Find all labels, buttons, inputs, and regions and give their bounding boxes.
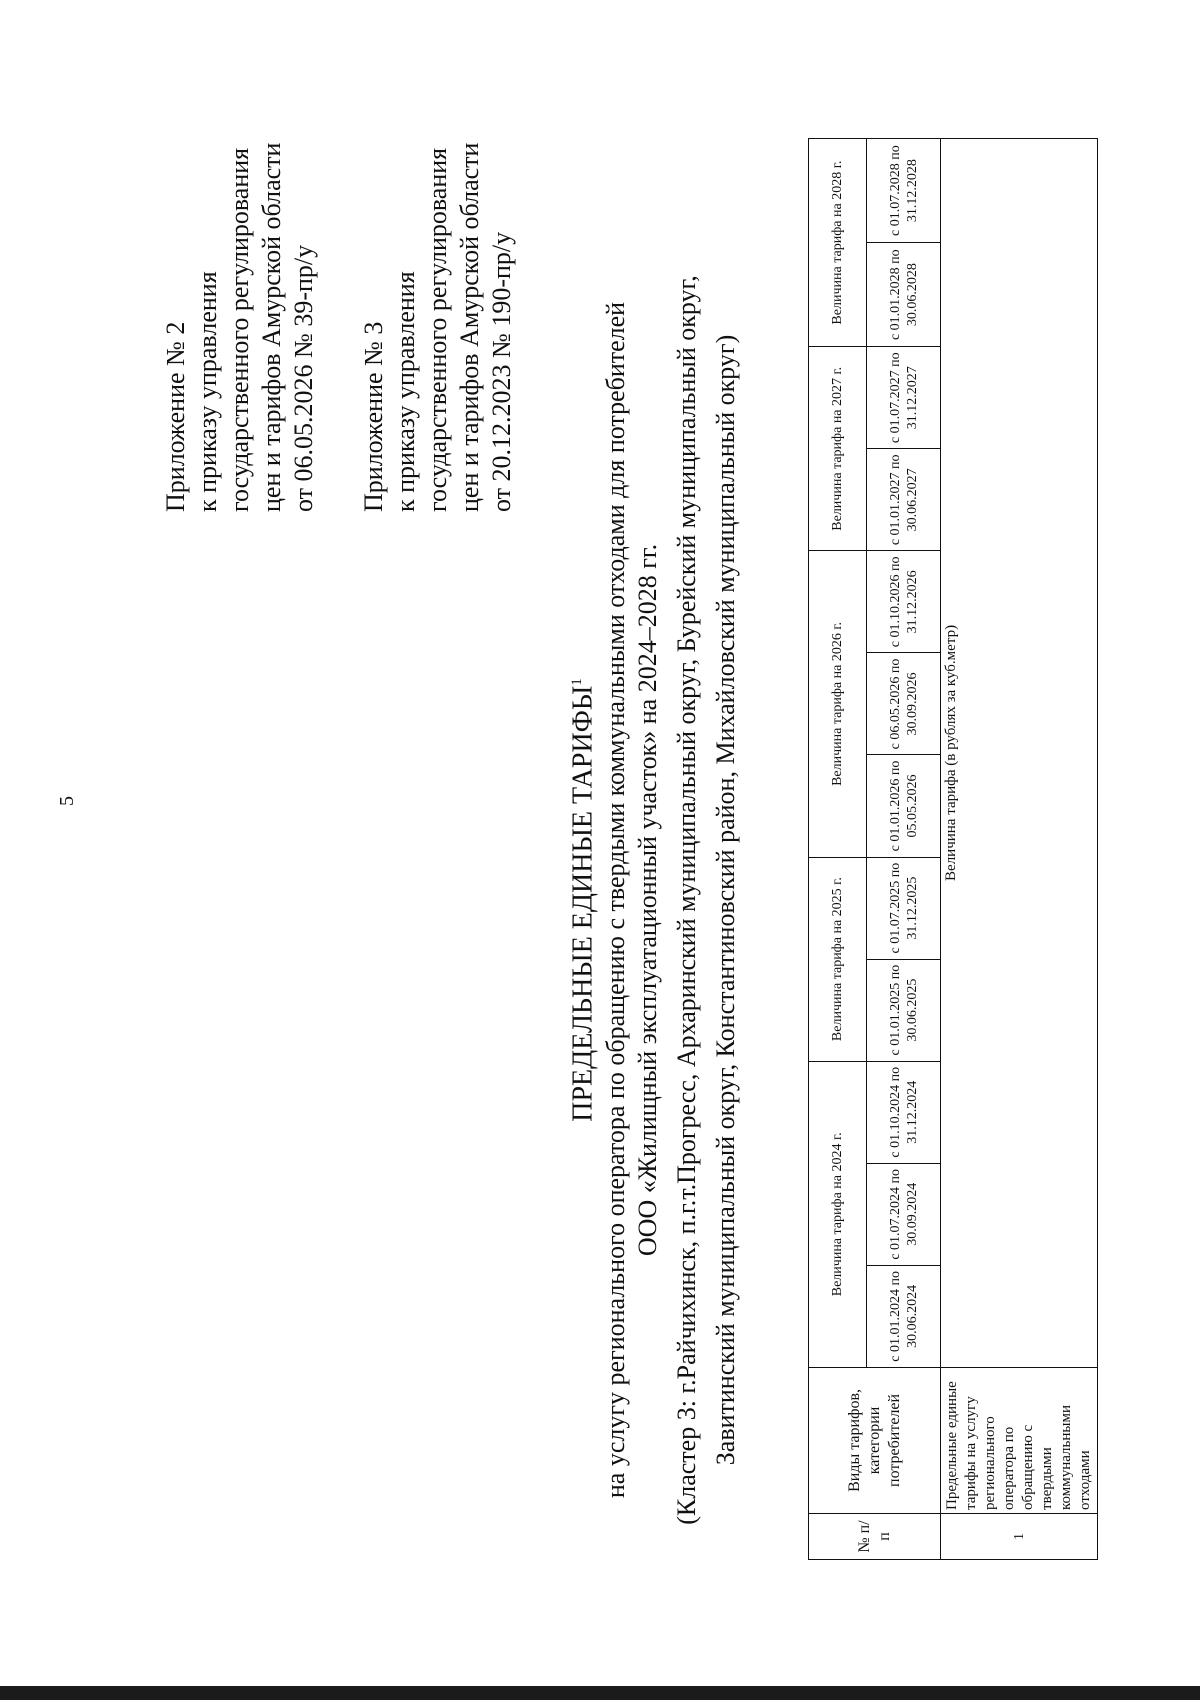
tariff-table: [808, 138, 1098, 1560]
appendix-line: Приложение № 3: [359, 321, 388, 512]
header-period: с 01.01.2027 по 30.06.2027: [867, 449, 941, 551]
header-period: с 01.01.2028 по 30.06.2028: [867, 243, 941, 347]
header-year-2028: Величина тарифа на 2028 г.: [809, 139, 867, 347]
header-year-2024: Величина тарифа на 2024 г.: [809, 1061, 867, 1367]
footnote-mark: 1: [569, 678, 585, 686]
title-cluster-line: Завитинский муниципальный округ, Константиновский район, Михайловский муниципальный округ): [711, 334, 741, 1466]
header-period: с 01.01.2025 по 30.06.2025: [867, 959, 941, 1061]
header-number: № п/п: [809, 1513, 941, 1559]
appendix-line: Приложение № 2: [161, 321, 190, 512]
header-period: с 01.10.2024 по 31.12.2024: [867, 1061, 941, 1163]
appendix-line: государственного регулирования: [225, 147, 254, 512]
header-year-2027: Величина тарифа на 2027 г.: [809, 347, 867, 551]
header-period: с 01.07.2028 по 31.12.2028: [867, 139, 941, 243]
header-year-2025: Величина тарифа на 2025 г.: [809, 857, 867, 1061]
appendix-line: от 06.05.2026 № 39-пр/у: [289, 244, 318, 512]
header-year-2026: Величина тарифа на 2026 г.: [809, 551, 867, 857]
document-title: [560, 260, 742, 1540]
page-number: 5: [56, 796, 78, 806]
title-subtitle-line: на услугу регионального оператора по обращению с твердыми коммунальными отходами для потребителей: [601, 301, 631, 1499]
appendix-line: цен и тарифов Амурской области: [257, 142, 286, 512]
header-period: с 06.05.2026 по 30.09.2026: [867, 653, 941, 755]
appendix-original-header: [358, 143, 518, 512]
header-period: с 01.07.2027 по 31.12.2027: [867, 347, 941, 449]
title-main: [560, 260, 600, 1540]
appendix-line: цен и тарифов Амурской области: [455, 142, 484, 512]
header-period: с 01.01.2026 по 05.05.2026: [867, 755, 941, 857]
appendix-line: от 20.12.2023 № 190-пр/у: [487, 231, 516, 512]
row-kind: Предельные единые тарифы на услугу регионального оператора по обращению с твердыми коммунальными отходами: [941, 1367, 1098, 1513]
table-row: [941, 139, 1098, 1560]
appendix-current-header: [160, 143, 320, 512]
header-kind: Виды тарифов, категории потребителей: [809, 1367, 941, 1513]
table-header-row: [809, 139, 867, 1560]
appendix-line: государственного регулирования: [423, 147, 452, 512]
header-period: с 01.01.2024 по 30.06.2024: [867, 1265, 941, 1367]
table-period-row: [867, 139, 941, 1560]
appendix-line: к приказу управления: [193, 271, 222, 512]
appendix-line: к приказу управления: [391, 271, 420, 512]
header-period: с 01.07.2024 по 30.09.2024: [867, 1163, 941, 1265]
row-unit-label: Величина тарифа (в рублях за куб.метр): [941, 139, 1098, 1368]
title-cluster-line: (Кластер 3: г.Райчихинск, п.г.т.Прогресс, Архаринский муниципальный округ, Бурейский муниципальный округ,: [672, 275, 702, 1525]
header-period: с 01.10.2026 по 31.12.2026: [867, 551, 941, 653]
row-number: 1: [941, 1513, 1098, 1559]
header-period: с 01.07.2025 по 31.12.2025: [867, 857, 941, 959]
title-subtitle-line: ООО «Жилищный эксплуатационный участок» на 2024–2028 гг.: [633, 543, 663, 1257]
title-main-text: ПРЕДЕЛЬНЫЕ ЕДИНЫЕ ТАРИФЫ: [567, 685, 599, 1122]
